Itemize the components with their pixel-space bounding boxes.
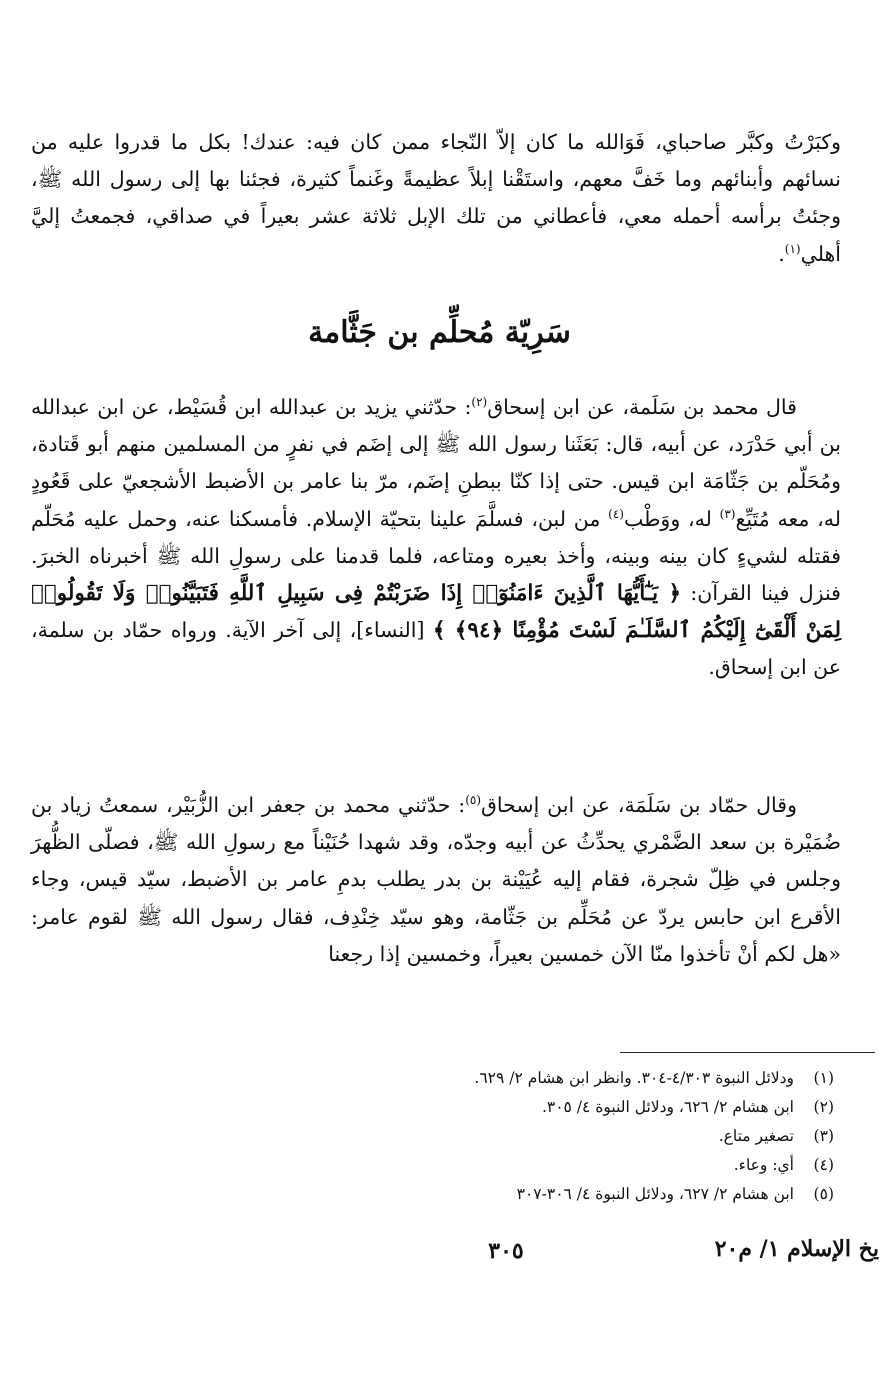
footnote-text: ابن هشام ٢/ ٦٢٧، ودلائل النبوة ٤/ ٣٠٦-٣٠٧: [516, 1185, 794, 1203]
paragraph-1: [31, 389, 841, 687]
footnote-number: (٣): [813, 1127, 834, 1145]
footnotes-list: [44, 1064, 834, 1209]
para1-part2: : حدّثني يزيد بن عبدالله ابن قُسَيْط، عن ابن عبدالله بن أبي حَدْرَد، عن أبيه، قال: بَعَثَنا رسول الله ﷺ إلى إضَم في نفرٍ من المسلمين منهم أبو قَتادة، ومُحَلّم بن جَثّامَة ابن قيس. حتى إذا كنّا ببطنِ إضَم، مرّ بنا عامر بن الأضبط الأشجعيّ على قَعُودٍ له، معه مُتَيِّع: [31, 395, 841, 531]
footnote-number: (٢): [813, 1098, 834, 1116]
section-heading: سَرِيّة مُحلِّم بن جَثَّامة: [308, 315, 571, 350]
footnote-number: (٤): [813, 1156, 834, 1174]
intro-end: .: [778, 241, 785, 266]
page-number: ٣٠٥: [488, 1238, 524, 1264]
footnote-mark-5[interactable]: (٥): [465, 793, 482, 808]
paragraph-2: [31, 787, 841, 973]
intro-text: وكبَرْتُ وكبَّر صاحباي، فَوَالله ما كان إلاّ النّجاء ممن كان فيه: عندك! بكل ما قدروا عليه من نسائهم وأبنائهم وما خَفَّ معهم، واستَقْنا إبلاً عظيمةً وغَنماً كثيرة، فجئنا بها إلى رسول الله ﷺ، وجئتُ برأسه أحمله معي، فأعطاني من تلك الإبل ثلاثة عشر بعيراً في صداقي، فجمعتُ إليَّ أهلي: [31, 130, 841, 266]
footnote-number: (٥): [813, 1185, 834, 1203]
footnote-item: [44, 1093, 834, 1122]
para1-part3: له، ووَطْب: [623, 506, 720, 531]
footnote-mark-1[interactable]: (١): [784, 241, 801, 256]
footnote-item: [44, 1151, 834, 1180]
footnote-mark-3[interactable]: (٣): [719, 506, 736, 521]
footnote-mark-2[interactable]: (٢): [471, 395, 488, 410]
printer-signature: يخ الإسلام ١/ م٢٠: [714, 1236, 879, 1262]
footnote-text: ودلائل النبوة ٤/٣٠٣-٣٠٤. وانظر ابن هشام ٢/ ٦٢٩.: [474, 1069, 794, 1087]
quran-verse: ﴿ يَـٰٓأَيُّهَا ٱلَّذِينَ ءَامَنُوٓا۟ إِذَا ضَرَبْتُمْ فِى سَبِيلِ ٱللَّهِ فَتَبَيَّنُوا۟ وَلَا تَقُولُوا۟ لِمَنْ أَلْقَىٰٓ إِلَيْكُمُ ٱلسَّلَـٰمَ لَسْتَ مُؤْمِنًا ﴿٩٤﴾ ﴾: [31, 581, 841, 644]
footnote-item: [44, 1122, 834, 1151]
para1-part5: [النساء]، إلى آخر الآية. ورواه حمّاد بن سلمة، عن ابن إسحاق.: [31, 618, 841, 680]
footnote-mark-4[interactable]: (٤): [608, 506, 624, 521]
footnote-item: [44, 1180, 834, 1209]
footnote-divider: [620, 1052, 875, 1053]
footnote-text: أي: وعاء.: [733, 1156, 794, 1174]
para2-part2: : حدّثني محمد بن جعفر ابن الزُّبَيْر، سمعتُ زياد بن ضُمَيْرة بن سعد الضَّمْري يحدِّثُ عن أبيه وجدّه، وقد شهدا حُنَيْناً مع رسولِ الله ﷺ، فصلّى الظُّهرَ وجلس في ظِلّ شجرة، فقام إليه عُيَيْنة بن بدر يطلب بدمِ عامر بن الأضبط، سيّد قيس، وجاء الأقرع ابن حابس يردّ عن مُحَلِّم بن جَثّامة، وهو سيّد خِنْدِف، فقال رسول الله ﷺ لقوم عامر: «هل لكم أنْ تأخذوا منّا الآن خمسين بعيراً، وخمسين إذا رجعنا: [31, 793, 841, 966]
para1-part4: من لبن، فسلَّمَ علينا بتحيّة الإسلام. فأمسكنا عنه، وحمل عليه مُحَلّم فقتله لشيءٍ كان بينه وبينه، وأخذ بعيره ومتاعه، فلما قدمنا على رسولِ الله ﷺ أخبرناه الخبرَ. فنزل فينا القرآن:: [31, 506, 841, 606]
footnote-text: تصغير متاع.: [718, 1127, 794, 1145]
footnote-text: ابن هشام ٢/ ٦٢٦، ودلائل النبوة ٤/ ٣٠٥.: [541, 1098, 794, 1116]
footnote-item: [44, 1064, 834, 1093]
footnote-number: (١): [813, 1069, 834, 1087]
para2-part1: وقال حمّاد بن سَلَمَة، عن ابن إسحاق: [481, 793, 797, 817]
para1-part1: قال محمد بن سَلَمة، عن ابن إسحاق: [487, 395, 797, 419]
intro-paragraph: [31, 124, 841, 273]
